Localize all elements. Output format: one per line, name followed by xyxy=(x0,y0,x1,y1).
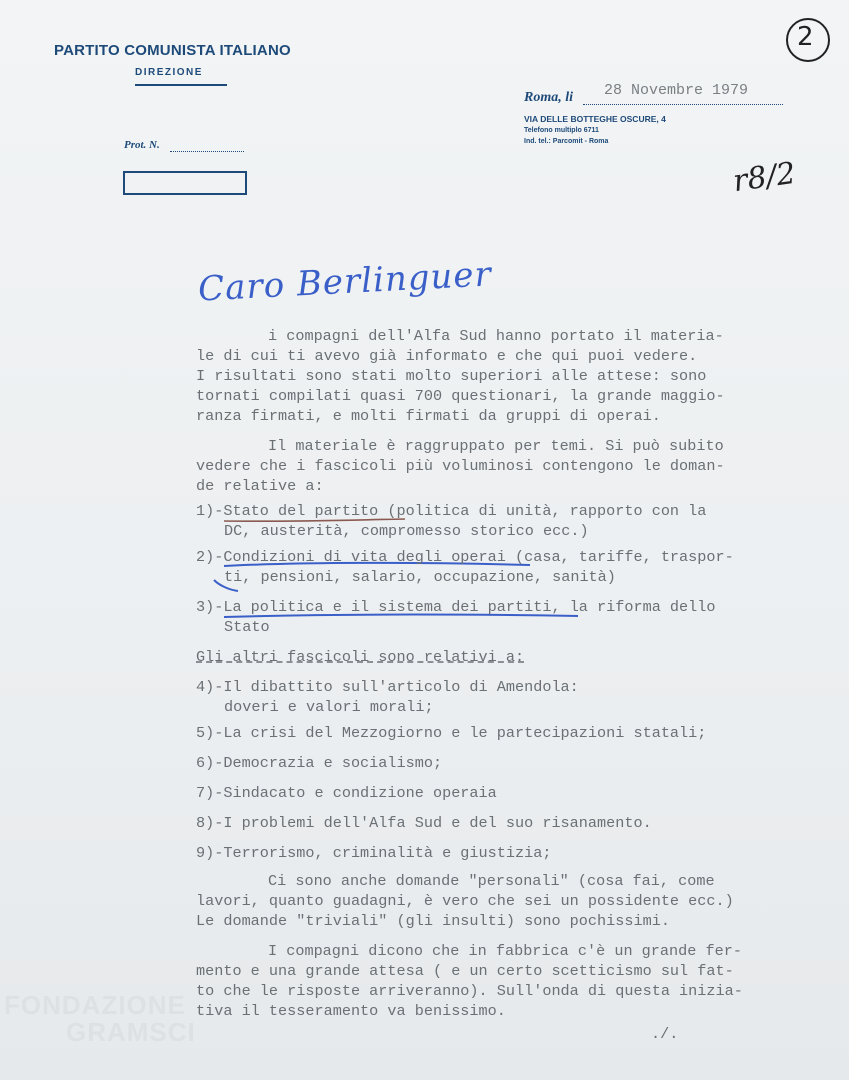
p2-line-1: Il materiale è raggruppato per temi. Si può subito xyxy=(268,437,724,455)
telegraph-line: Ind. tel.: Parcomit - Roma xyxy=(524,138,609,145)
p3-line-2: lavori, quanto guadagni, è vero che sei un possidente ecc.) xyxy=(196,892,734,910)
watermark-gramsci: GRAMSCI xyxy=(66,1017,196,1047)
watermark-foundation: FONDAZIONE xyxy=(4,990,186,1020)
list-item-9: 9)-Terrorismo, criminalità e giustizia; xyxy=(196,844,552,862)
p2-line-2: vedere che i fascicoli più voluminosi contengono le doman- xyxy=(196,457,725,475)
list-item-7: 7)-Sindacato e condizione operaia xyxy=(196,784,497,802)
list-item-1-line-1: 1)-Stato del partito (politica di unità, rapporto con la xyxy=(196,502,707,520)
party-name: PARTITO COMUNISTA ITALIANO xyxy=(54,42,291,59)
place-label: Roma, li xyxy=(524,90,574,105)
list-item-2-line-2: ti, pensioni, salario, occupazione, sanità) xyxy=(224,568,616,586)
p4-line-4: tiva il tesseramento va benissimo. xyxy=(196,1002,506,1020)
list-item-1-line-2: DC, austerità, compromesso storico ecc.) xyxy=(224,522,589,540)
list-item-8: 8)-I problemi dell'Alfa Sud e del suo risanamento. xyxy=(196,814,652,832)
p1-line-1: i compagni dell'Alfa Sud hanno portato il materia- xyxy=(268,327,724,345)
p4-line-1: I compagni dicono che in fabbrica c'è un grande fer- xyxy=(268,942,742,960)
p1-line-3: I risultati sono stati molto superiori alle attese: sono xyxy=(196,367,707,385)
list-item-3-line-1: 3)-La politica e il sistema dei partiti, la riforma dello xyxy=(196,598,716,616)
department-name: DIREZIONE xyxy=(135,67,203,78)
p3-line-1: Ci sono anche domande "personali" (cosa fai, come xyxy=(268,872,715,890)
p2-line-3: de relative a: xyxy=(196,477,324,495)
page-number: 2 xyxy=(797,22,814,52)
p1-line-2: le di cui ti avevo già informato e che qui puoi vedere. xyxy=(196,347,698,365)
list-item-4-line-2: doveri e valori morali; xyxy=(224,698,434,716)
p4-line-2: mento e una grande attesa ( e un certo scetticismo sul fat- xyxy=(196,962,734,980)
list-item-3-line-2: Stato xyxy=(224,618,270,636)
list-item-4-line-1: 4)-Il dibattito sull'articolo di Amendola: xyxy=(196,678,579,696)
handwritten-initials: r8/2 xyxy=(730,155,798,200)
p1-line-4: tornati compilati quasi 700 questionari, la grande maggio- xyxy=(196,387,725,405)
list-item-5: 5)-La crisi del Mezzogiorno e le partecipazioni statali; xyxy=(196,724,707,742)
phone-line: Telefono multiplo 6711 xyxy=(524,127,599,134)
protocol-label: Prot. N. xyxy=(124,139,160,151)
letter-date: 28 Novembre 1979 xyxy=(604,82,749,99)
p3-line-3: Le domande "triviali" (gli insulti) sono pochissimi. xyxy=(196,912,670,930)
salutation: Caro Berlinguer xyxy=(197,254,493,310)
address-line: VIA DELLE BOTTEGHE OSCURE, 4 xyxy=(524,114,666,124)
continuation-mark: ./. xyxy=(651,1025,679,1043)
others-heading: Gli altri fascicoli sono relativi a: xyxy=(196,648,525,666)
list-item-2-line-1: 2)-Condizioni di vita degli operai (casa, tariffe, traspor- xyxy=(196,548,734,566)
p1-line-5: ranza firmati, e molti firmati da gruppi di operai. xyxy=(196,407,661,425)
list-item-6: 6)-Democrazia e socialismo; xyxy=(196,754,443,772)
p4-line-3: to che le risposte arriveranno). Sull'onda di questa inizia- xyxy=(196,982,743,1000)
